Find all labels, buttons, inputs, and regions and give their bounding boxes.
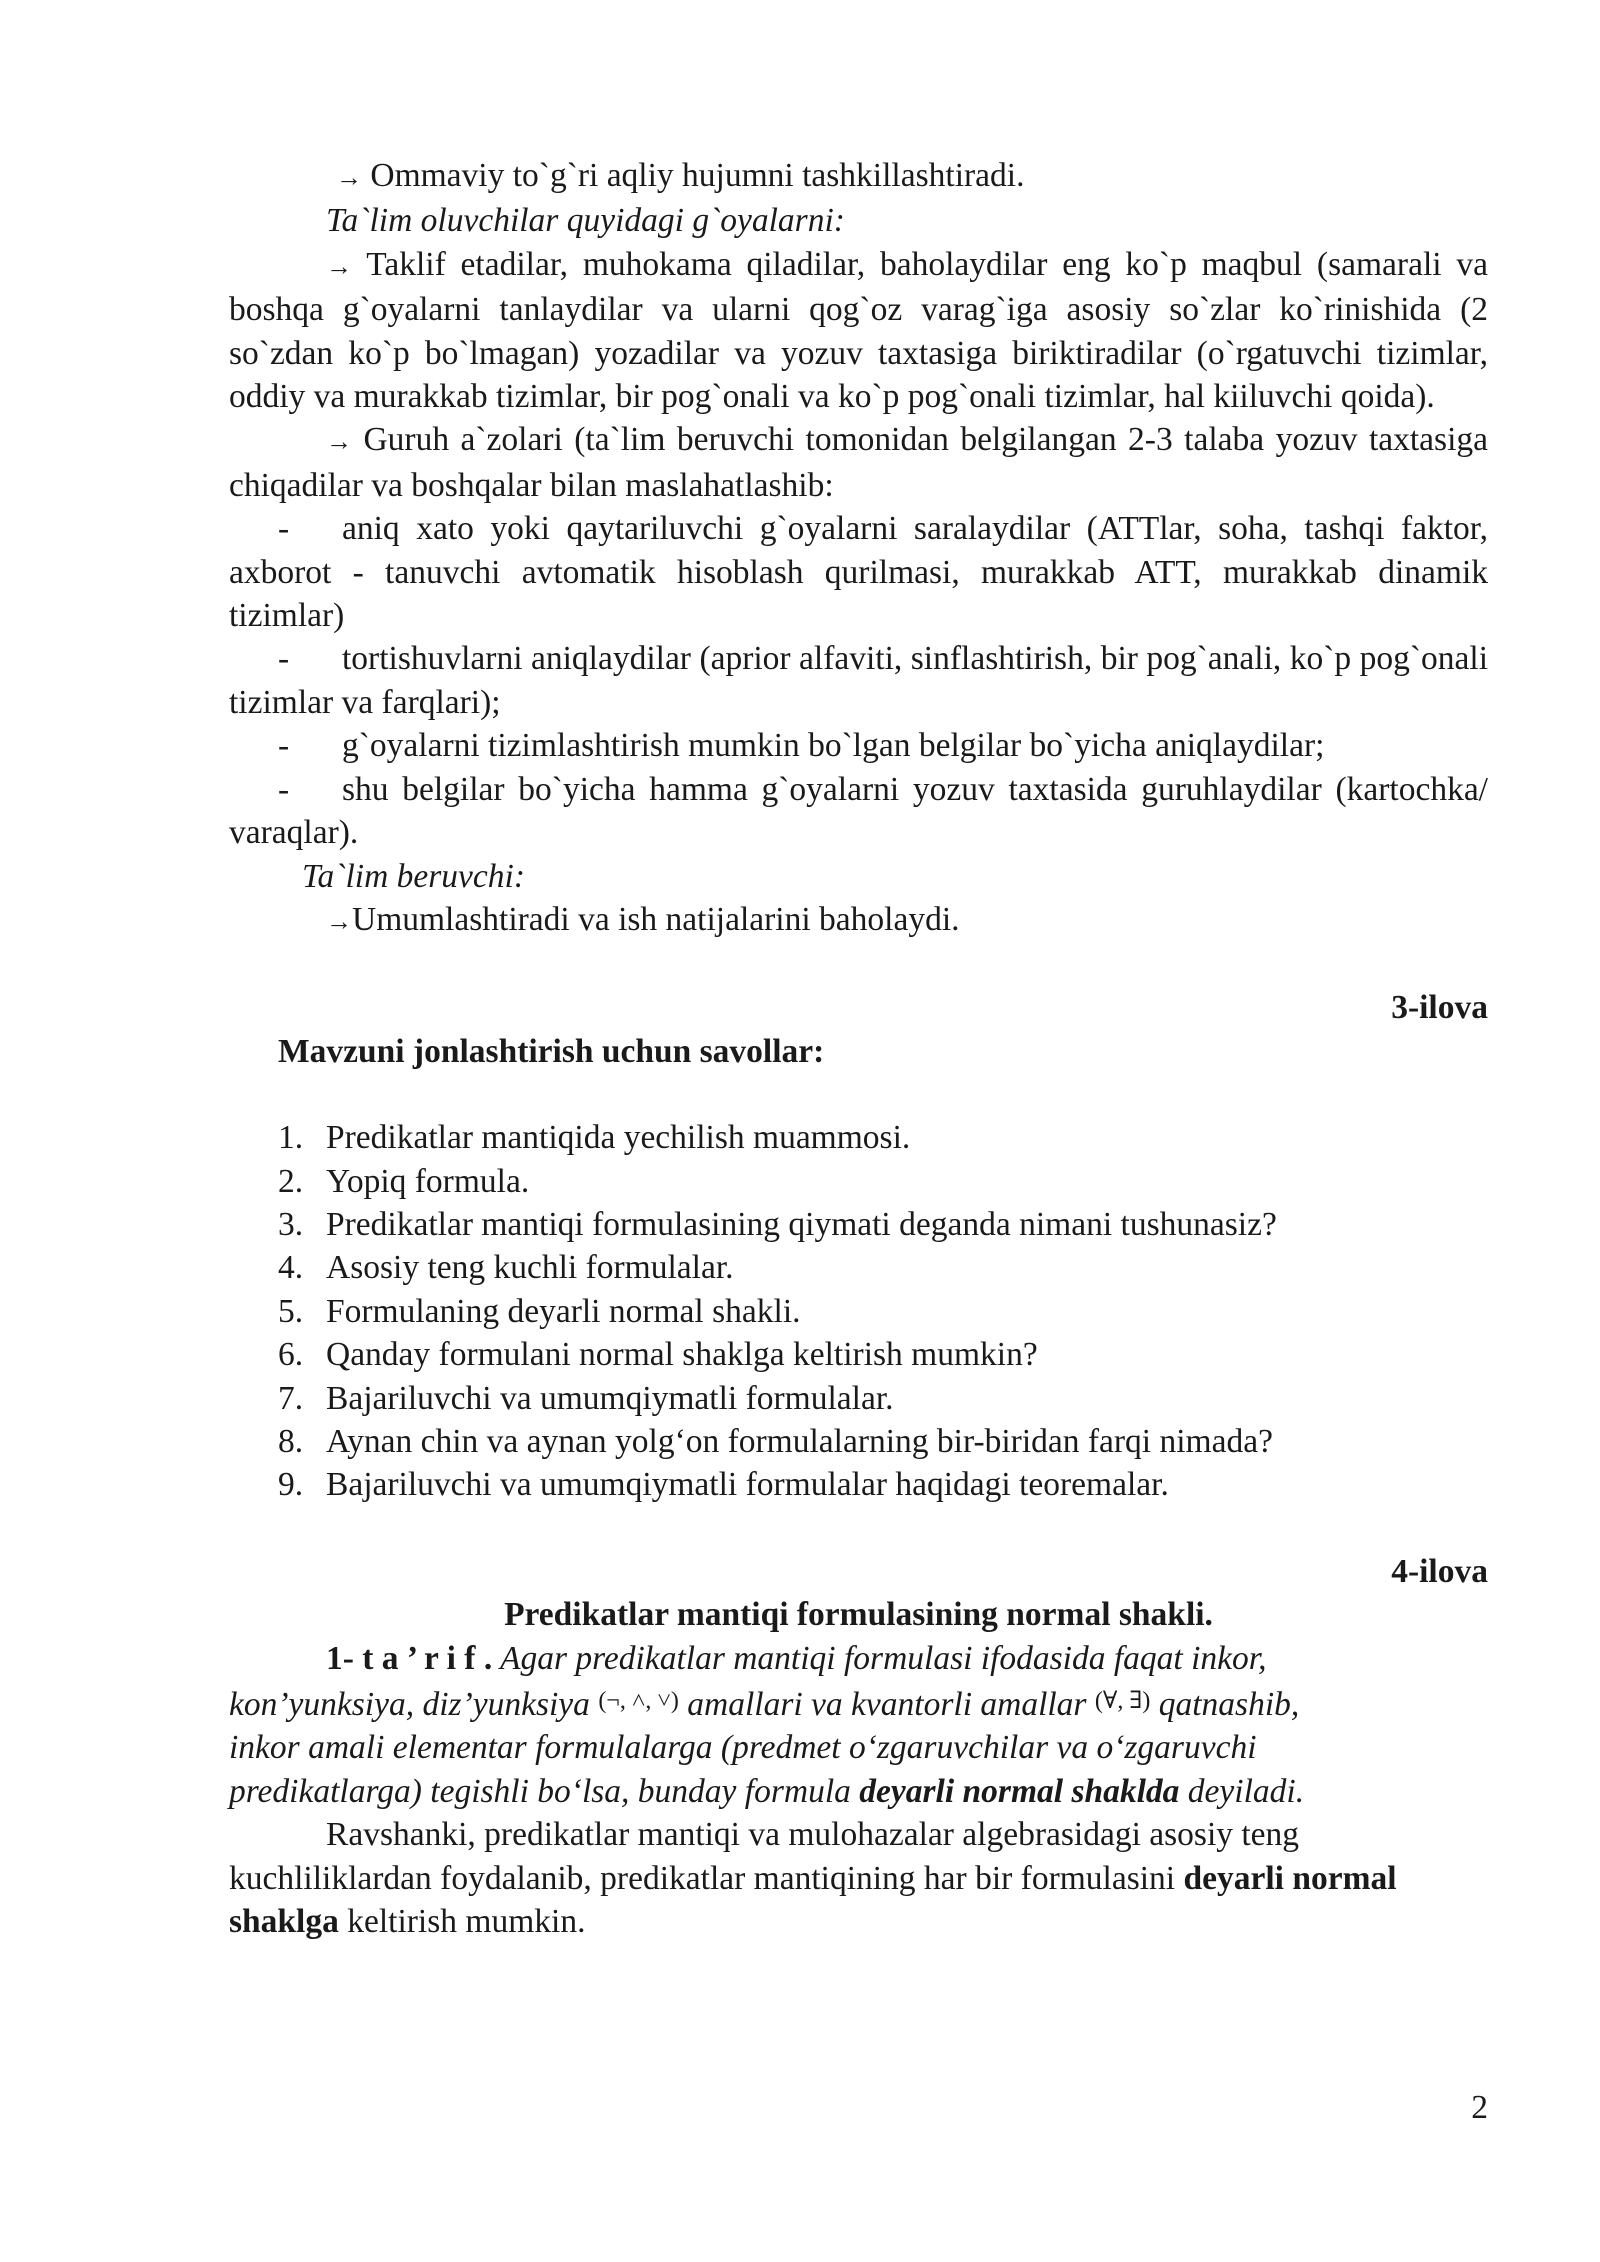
arrow-icon: → — [336, 163, 362, 192]
page-content — [229, 154, 1488, 1943]
quantifier-symbols: (∀, ∃) — [1094, 1688, 1151, 1714]
intro-paragraph-2: Ta`lim oluvchilar quyidagi g`oyalarni: — [326, 202, 845, 240]
list-item — [229, 1463, 1488, 1506]
question-text: Qanday formulani normal shaklga keltirish mumkin? — [326, 1336, 1038, 1374]
dash-text-2: tortishuvlarni aniqlaydilar (aprior alfaviti, sinflashtirish, bir pog`anali, ko`p pog`onali tizimlar va farqlari); — [229, 640, 1488, 721]
dash-item-4 — [229, 768, 1488, 855]
arrow-icon: → — [326, 906, 352, 936]
list-item — [229, 1420, 1488, 1463]
question-text: Formulaning deyarli normal shakli. — [326, 1292, 801, 1330]
question-number: 1. — [278, 1119, 304, 1157]
appendix4-title: Predikatlar mantiqi formulasining normal shakli. — [504, 1596, 1213, 1634]
definition-text: qatnashib, inkor amali elementar formulalarga ( — [229, 1686, 1300, 1767]
intro-paragraph-1 — [229, 154, 1488, 199]
appendix4-label: 4-ilova — [1391, 1552, 1488, 1590]
list-item — [229, 1333, 1488, 1376]
question-text: Aynan chin va aynan yolg‘on formulalarning bir-biridan farqi nimada? — [326, 1422, 1273, 1460]
question-number: 6. — [278, 1336, 304, 1374]
question-number: 4. — [278, 1249, 304, 1287]
question-text: Bajariluvchi va umumqiymatli formulalar. — [326, 1379, 894, 1417]
intro-paragraph-5: Ta`lim beruvchi: — [302, 857, 526, 895]
intro-text-4: Guruh a`zolari (ta`lim beruvchi tomonidan belgilangan 2-3 talaba yozuv taxtasiga chiqadilar va boshqalar bilan maslahatlashib: — [229, 421, 1489, 504]
question-number: 8. — [278, 1422, 304, 1460]
spacer — [229, 1507, 1488, 1550]
list-item — [229, 1246, 1488, 1289]
question-number: 5. — [278, 1292, 304, 1330]
spacer — [229, 943, 1488, 986]
dash-item-3 — [229, 724, 1488, 767]
definition-bold-term: deyarli normal shakldа — [859, 1772, 1180, 1810]
question-text: Bajariluvchi va umumqiymatli formulalar haqidagi teoremalar. — [326, 1466, 1169, 1504]
dash-icon: - — [278, 510, 290, 548]
operators-symbols: (¬, ˄, ˅) — [598, 1688, 679, 1714]
list-item — [229, 1203, 1488, 1246]
question-number: 7. — [278, 1379, 304, 1417]
question-number: 3. — [278, 1205, 304, 1243]
list-item — [229, 1377, 1488, 1420]
definition-paragraph — [229, 1637, 1488, 1814]
dash-icon: - — [278, 770, 290, 808]
closing-text: Ravshanki, predikatlar mantiqi va mulohazalar algebrasidagi asosiy teng kuchliliklardan foydalanib, predikatlar mantiqining har bir formulasini — [229, 1816, 1300, 1897]
closing-paragraph — [229, 1813, 1488, 1943]
dash-item-2 — [229, 637, 1488, 724]
intro-text-3: Taklif etadilar, muhokama qiladilar, baholaydilar eng ko`p maqbul (samarali va boshqa g`oyalarni tanlaydilar va ularni qog`oz varag`iga asosiy so`zlar ko`rinishida (2 so`zdan ko`p bo`lmagan) yozadilar va yozuv taxtasiga biriktiradilar (o`rgatuvchi tizimlar, oddiy va murakkab tizimlar, bir pog`onali va ko`p pog`onali tizimlar, hal kiiluvchi qoida). — [229, 245, 1488, 416]
spacer — [229, 1073, 1488, 1116]
definition-label: 1- t a ’ r i f . — [326, 1639, 493, 1677]
intro-text-1: Ommaviy to`g`ri aqliy hujumni tashkillashtiradi. — [370, 157, 1025, 194]
definition-text: amallari va kvantorli amallar — [678, 1686, 1095, 1723]
intro-paragraph-3 — [229, 243, 1488, 419]
appendix3-label: 3-ilova — [1391, 989, 1488, 1027]
questions-list — [229, 1116, 1488, 1507]
question-number: 2. — [278, 1162, 304, 1200]
dash-text-4: shu belgilar bo`yicha hamma g`oyalarni yozuv taxtasida guruhlaydilar (kartochka/ varaqlar). — [229, 770, 1488, 852]
list-item — [229, 1290, 1488, 1333]
definition-text: deyiladi. — [1179, 1772, 1305, 1810]
definition-text: predmet o‘zgaruvchilar va o‘zgaruvchi predikatlarga — [229, 1729, 1257, 1810]
page-number: 2 — [1471, 2089, 1488, 2126]
question-text: Yopiq formula. — [326, 1162, 530, 1200]
intro-paragraph-4 — [229, 418, 1488, 507]
question-text: Predikatlar mantiqi formulasining qiymati deganda nimani tushunasiz? — [326, 1205, 1277, 1243]
closing-bold-term: deyarli normal shaklga — [229, 1859, 1397, 1941]
definition-text: Agar predikatlar mantiqi formulasi ifodasida faqat inkor, kon’yunksiya, diz’yunksiya — [229, 1639, 1267, 1723]
definition-text: ) tegishli bo‘lsa, bunday formula — [410, 1772, 860, 1810]
dash-text-3: g`oyalarni tizimlashtirish mumkin bo`lgan belgilar bo`yicha aniqlaydilar; — [342, 727, 1325, 765]
dash-text-1: aniq xato yoki qaytariluvchi g`oyalarni saralaydilar (ATTlar, soha, tashqi faktor, axborot - tanuvchi avtomatik hisoblash qurilmasi, murakkab ATT, murakkab dinamik tizimlar) — [229, 510, 1488, 635]
intro-text-6: Umumlashtiradi va ish natijalarini baholaydi. — [352, 900, 960, 938]
question-text: Predikatlar mantiqida yechilish muammosi. — [326, 1119, 911, 1157]
dash-item-1 — [229, 507, 1488, 637]
arrow-icon: → — [326, 427, 352, 457]
dash-icon: - — [278, 727, 290, 765]
appendix3-title: Mavzuni jonlashtirish uchun savollar: — [278, 1032, 825, 1070]
list-item — [229, 1160, 1488, 1203]
closing-text: keltirish mumkin. — [338, 1903, 586, 1941]
question-text: Asosiy teng kuchli formulalar. — [326, 1249, 734, 1287]
question-number: 9. — [278, 1466, 304, 1504]
arrow-icon: → — [326, 251, 352, 281]
list-item — [229, 1116, 1488, 1159]
intro-paragraph-6 — [229, 898, 1488, 943]
dash-icon: - — [278, 640, 290, 678]
